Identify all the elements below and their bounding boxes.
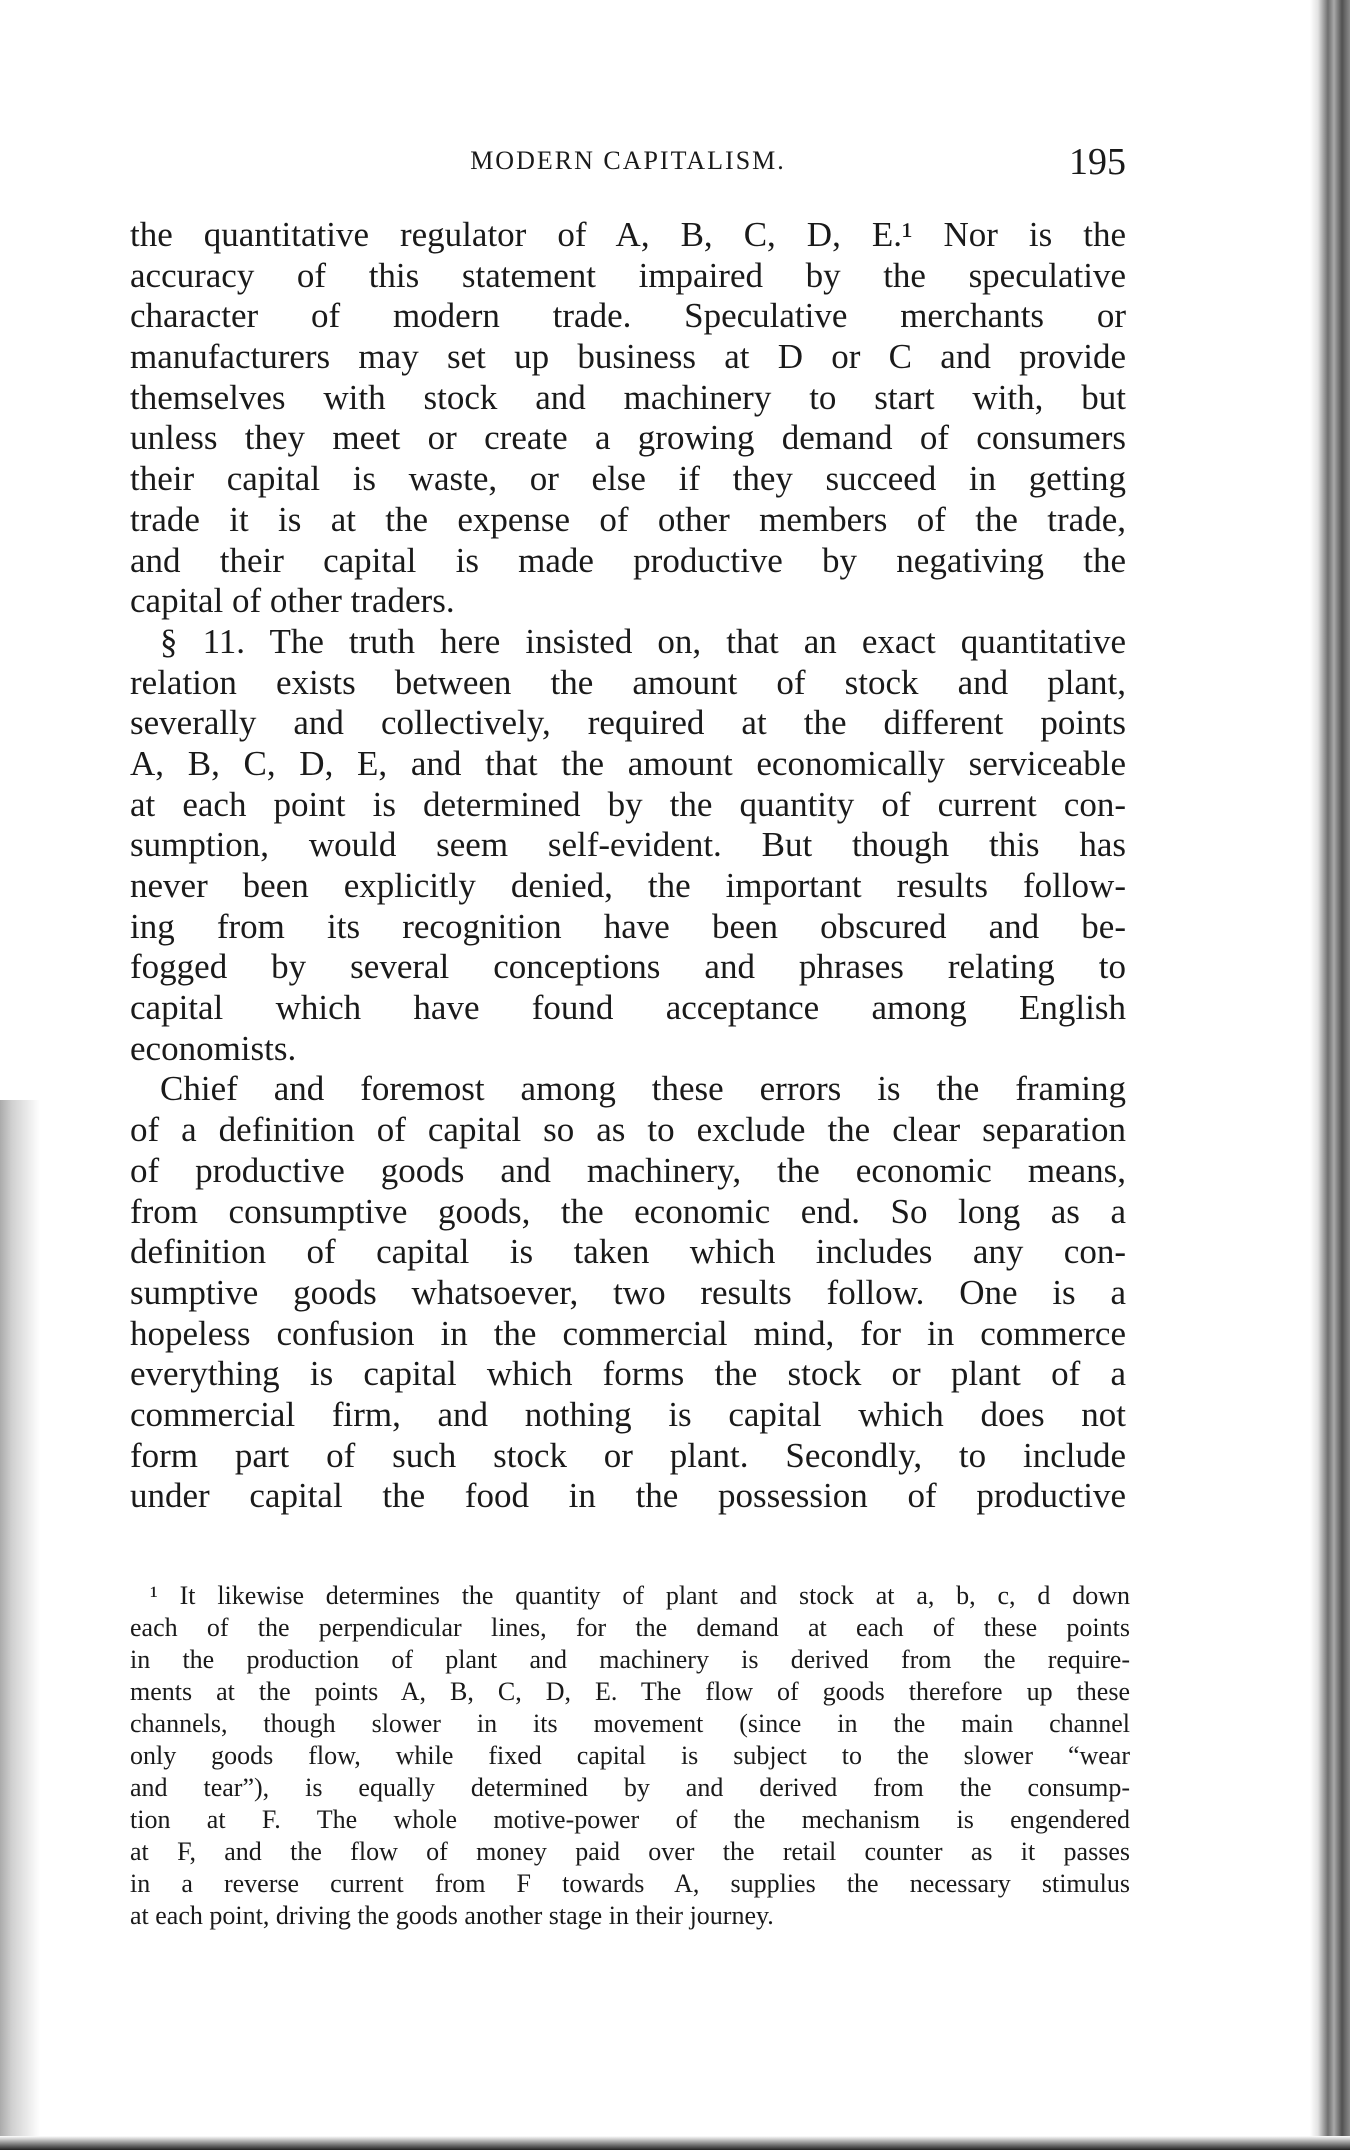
- text-line: of a definition of capital so as to exclude the clear separation: [130, 1110, 1126, 1150]
- footnote-line: channels, though slower in its movement (since in the main channel: [130, 1709, 1130, 1738]
- text-line: manufacturers may set up business at D or C and provide: [130, 337, 1126, 377]
- text-line: capital of other traders.: [130, 581, 455, 621]
- text-line: accuracy of this statement impaired by the speculative: [130, 255, 1126, 295]
- text-line: definition of capital is taken which includes any con-: [130, 1232, 1126, 1272]
- text-line: capital which have found acceptance among English: [130, 988, 1126, 1028]
- text-line: sumptive goods whatsoever, two results follow. One is a: [130, 1272, 1126, 1312]
- footnote-line: at each point, driving the goods another stage in their journey.: [130, 1901, 774, 1930]
- text-line: character of modern trade. Speculative merchants or: [130, 296, 1126, 336]
- text-line: at each point is determined by the quantity of current con-: [130, 784, 1126, 824]
- text-line: form part of such stock or plant. Secondly, to include: [130, 1435, 1126, 1475]
- text-line: trade it is at the expense of other members of the trade,: [130, 499, 1126, 539]
- text-line: from consumptive goods, the economic end. So long as a: [130, 1191, 1126, 1231]
- text-line: economists.: [130, 1028, 297, 1068]
- footnote-line: tion at F. The whole motive-power of the mechanism is engendered: [130, 1805, 1130, 1834]
- text-line: the quantitative regulator of A, B, C, D, E.¹ Nor is the: [130, 215, 1126, 254]
- page-number: 195: [1069, 141, 1126, 183]
- footnote-line: in the production of plant and machinery is derived from the require-: [130, 1645, 1130, 1674]
- text-line: commercial firm, and nothing is capital which does not: [130, 1394, 1126, 1434]
- text-line: sumption, would seem self-evident. But though this has: [130, 825, 1126, 865]
- paragraph: [130, 622, 1126, 1070]
- text-line: hopeless confusion in the commercial mind, for in commerce: [130, 1313, 1126, 1353]
- body-text: [130, 215, 1126, 1517]
- footnote-line: only goods flow, while fixed capital is subject to the slower “wear: [130, 1741, 1130, 1770]
- text-line: their capital is waste, or else if they succeed in getting: [130, 459, 1126, 499]
- text-line: severally and collectively, required at the different points: [130, 703, 1126, 743]
- text-line: relation exists between the amount of stock and plant,: [130, 662, 1126, 702]
- scan-edge-left: [0, 1100, 40, 2150]
- footnote-line: ments at the points A, B, C, D, E. The flow of goods therefore up these: [130, 1677, 1130, 1706]
- running-title: MODERN CAPITALISM.: [470, 146, 786, 175]
- text-line: of productive goods and machinery, the economic means,: [130, 1150, 1126, 1190]
- text-line: § 11. The truth here insisted on, that an exact quantitative: [160, 621, 1126, 661]
- text-line: A, B, C, D, E, and that the amount economically serviceable: [130, 743, 1126, 783]
- paragraph: [130, 215, 1126, 622]
- text-line: everything is capital which forms the stock or plant of a: [130, 1354, 1126, 1394]
- scan-edge-right: [1310, 0, 1350, 2150]
- text-line: unless they meet or create a growing demand of consumers: [130, 418, 1126, 458]
- text-line: Chief and foremost among these errors is the framing: [160, 1069, 1126, 1109]
- text-line: under capital the food in the possession of productive: [130, 1476, 1126, 1516]
- footnote-line: at F, and the flow of money paid over the retail counter as it passes: [130, 1837, 1130, 1866]
- text-line: ing from its recognition have been obscured and be-: [130, 906, 1126, 946]
- paragraph: [130, 1069, 1126, 1517]
- text-line: never been explicitly denied, the important results follow-: [130, 866, 1126, 905]
- text-line: themselves with stock and machinery to start with, but: [130, 377, 1126, 417]
- page-header: [130, 140, 1126, 190]
- footnote-line: each of the perpendicular lines, for the demand at each of these points: [130, 1613, 1130, 1642]
- text-line: and their capital is made productive by negativing the: [130, 540, 1126, 580]
- footnote: [130, 1580, 1130, 1932]
- text-line: fogged by several conceptions and phrases relating to: [130, 947, 1126, 987]
- footnote-line: and tear”), is equally determined by and derived from the consump-: [130, 1773, 1130, 1802]
- scan-edge-bottom: [0, 2136, 1350, 2150]
- footnote-line: ¹ It likewise determines the quantity of plant and stock at a, b, c, d down: [150, 1581, 1130, 1610]
- footnote-line: in a reverse current from F towards A, supplies the necessary stimulus: [130, 1869, 1130, 1898]
